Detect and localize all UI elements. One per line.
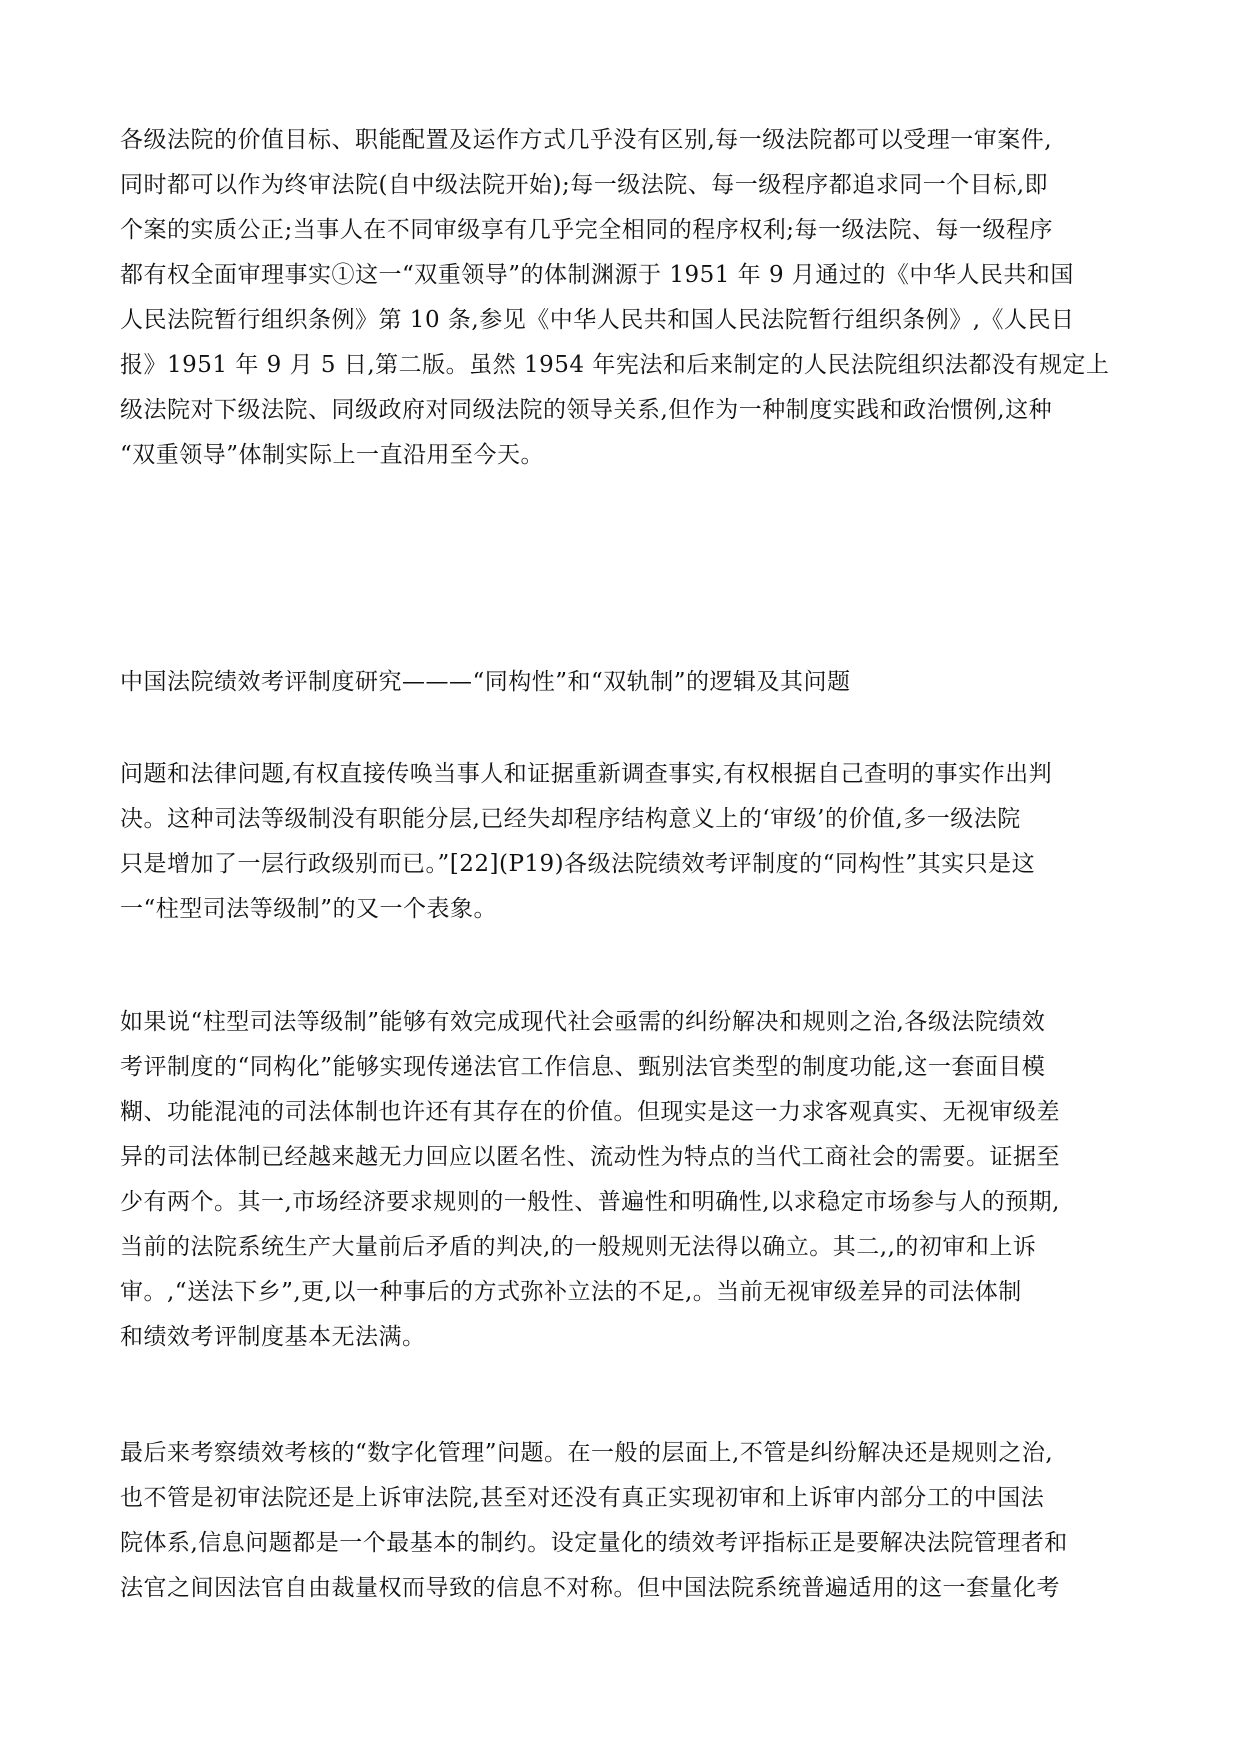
text-line: 报》1951 年 9 月 5 日,第二版。虽然 1954 年宪法和后来制定的人民法院组织法都没有规定上	[120, 352, 1110, 378]
paragraph-pillar-hierarchy	[120, 1000, 1125, 1360]
text-line: 异的司法体制已经越来越无力回应以匿名性、流动性为特点的当代工商社会的需要。证据至	[120, 1144, 1060, 1170]
heading-text: 中国法院绩效考评制度研究———“同构性”和“双轨制”的逻辑及其问题	[120, 669, 851, 695]
text-line: 和绩效考评制度基本无法满。	[120, 1324, 426, 1350]
text-line: 人民法院暂行组织条例》第 10 条,参见《中华人民共和国人民法院暂行组织条例》,《人民日	[120, 307, 1075, 333]
text-line: 级法院对下级法院、同级政府对同级法院的领导关系,但作为一种制度实践和政治惯例,这种	[120, 397, 1053, 423]
text-line: 审。,“送法下乡”,更,以一种事后的方式弥补立法的不足,。当前无视审级差异的司法体制	[120, 1279, 1022, 1305]
paragraph-digital-management	[120, 1431, 1125, 1611]
text-line: 如果说“柱型司法等级制”能够有效完成现代社会亟需的纠纷解决和规则之治,各级法院绩效	[120, 1009, 1046, 1035]
text-line: 当前的法院系统生产大量前后矛盾的判决,的一般规则无法得以确立。其二,,的初审和上诉	[120, 1234, 1037, 1260]
text-line: 院体系,信息问题都是一个最基本的制约。设定量化的绩效考评指标正是要解决法院管理者和	[120, 1530, 1068, 1556]
text-line: 同时都可以作为终审法院(自中级法院开始);每一级法院、每一级程序都追求同一个目标,即	[120, 172, 1049, 198]
section-heading	[120, 660, 1125, 705]
text-line: 都有权全面审理事实①这一“双重领导”的体制渊源于 1951 年 9 月通过的《中华人民共和国	[120, 262, 1074, 288]
text-line: 决。这种司法等级制没有职能分层,已经失却程序结构意义上的‘审级’的价值,多一级法院	[120, 806, 1021, 832]
paragraph-dual-leadership	[120, 118, 1125, 478]
text-line: 只是增加了一层行政级别而已。”[22](P19)各级法院绩效考评制度的“同构性”其实只是这	[120, 851, 1036, 877]
text-line: 最后来考察绩效考核的“数字化管理”问题。在一般的层面上,不管是纠纷解决还是规则之治,	[120, 1440, 1054, 1466]
text-line: 也不管是初审法院还是上诉审法院,甚至对还没有真正实现初审和上诉审内部分工的中国法	[120, 1485, 1045, 1511]
text-line: 个案的实质公正;当事人在不同审级享有几乎完全相同的程序权利;每一级法院、每一级程序	[120, 217, 1053, 243]
text-line: 各级法院的价值目标、职能配置及运作方式几乎没有区别,每一级法院都可以受理一审案件,	[120, 127, 1053, 153]
text-line: 一“柱型司法等级制”的又一个表象。	[120, 896, 498, 922]
paragraph-judicial-hierarchy	[120, 752, 1125, 932]
text-line: 问题和法律问题,有权直接传唤当事人和证据重新调查事实,有权根据自己查明的事实作出判	[120, 761, 1053, 787]
text-line: 糊、功能混沌的司法体制也许还有其存在的价值。但现实是这一力求客观真实、无视审级差	[120, 1099, 1060, 1125]
text-line: 法官之间因法官自由裁量权而导致的信息不对称。但中国法院系统普遍适用的这一套量化考	[120, 1575, 1060, 1601]
text-line: “双重领导”体制实际上一直沿用至今天。	[120, 442, 545, 468]
text-line: 少有两个。其一,市场经济要求规则的一般性、普遍性和明确性,以求稳定市场参与人的预期,	[120, 1189, 1060, 1215]
text-line: 考评制度的“同构化”能够实现传递法官工作信息、甄别法官类型的制度功能,这一套面目模	[120, 1054, 1046, 1080]
